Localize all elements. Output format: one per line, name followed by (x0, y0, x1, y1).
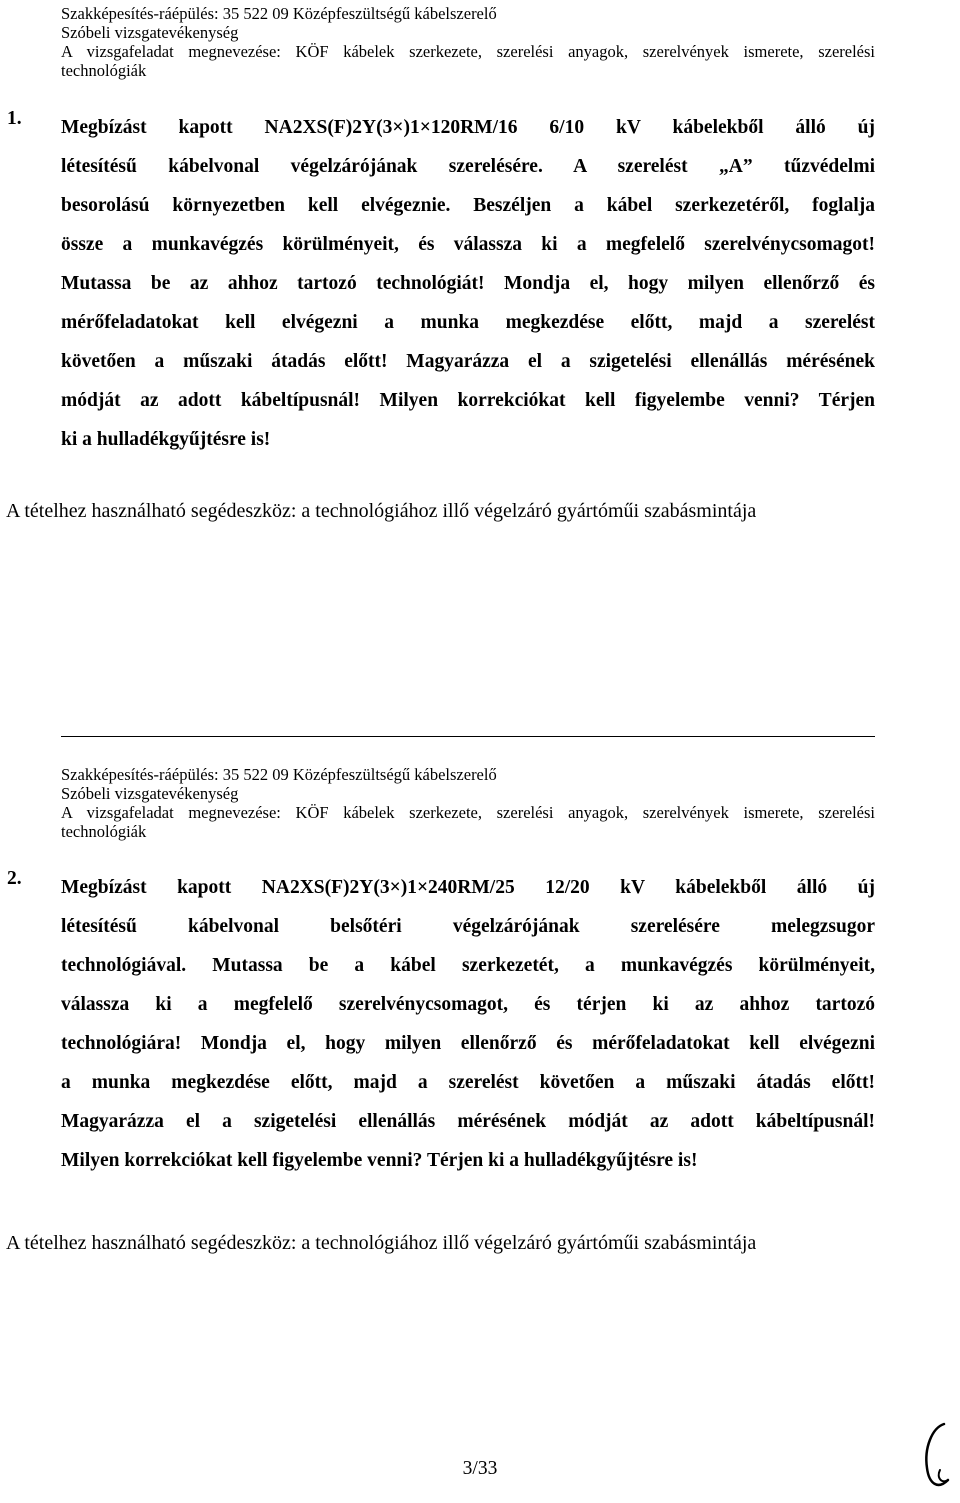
task-text-line: technológiára! Mondja el, hogy milyen ellenőrző és mérőfeladatokat kell elvégezni (61, 1033, 875, 1054)
header-exam-type: Szóbeli vizsgatevékenység (61, 784, 239, 803)
task-text-line: válassza ki a megfelelő szerelvénycsomagot, és térjen ki az ahhoz tartozó (61, 994, 875, 1015)
task-text-line: Mutassa be az ahhoz tartozó technológiát! Mondja el, hogy milyen ellenőrző és (61, 273, 875, 294)
header-task-name: A vizsgafeladat megnevezése: KÖF kábelek szerkezete, szerelési anyagok, szerelvények ismerete, szerelési (61, 803, 875, 822)
task-number: 2. (7, 868, 22, 889)
page-header-2 (61, 765, 875, 841)
header-task-name-cont: technológiák (61, 61, 147, 80)
task-text-line: össze a munkavégzés körülményeit, és válassza ki a megfelelő szerelvénycsomagot! (61, 234, 875, 255)
task-text-line: módját az adott kábeltípusnál! Milyen korrekciókat kell figyelembe venni? Térjen (61, 390, 875, 411)
task-text-line: követően a műszaki átadás előtt! Magyarázza el a szigetelési ellenállás mérésének (61, 351, 875, 372)
task-2 (7, 868, 875, 1180)
aid-note-1: A tételhez használható segédeszköz: a technológiához illő végelzáró gyártóműi szabásmintája (6, 500, 757, 522)
task-text-line: besorolású környezetben kell elvégeznie. Beszéljen a kábel szerkezetéről, foglalja (61, 195, 875, 216)
aid-note-2: A tételhez használható segédeszköz: a technológiához illő végelzáró gyártóműi szabásmintája (6, 1232, 757, 1254)
task-text-line: Megbízást kapott NA2XS(F)2Y(3×)1×240RM/25 12/20 kV kábelekből álló új (61, 877, 875, 898)
handwritten-mark (918, 1418, 954, 1496)
task-text-line: Megbízást kapott NA2XS(F)2Y(3×)1×120RM/16 6/10 kV kábelekből álló új (61, 117, 875, 138)
header-task-name: A vizsgafeladat megnevezése: KÖF kábelek szerkezete, szerelési anyagok, szerelvények ismerete, szerelési (61, 42, 875, 61)
header-task-name-cont: technológiák (61, 822, 147, 841)
header-exam-type: Szóbeli vizsgatevékenység (61, 23, 239, 42)
task-text-line: Milyen korrekciókat kell figyelembe venni? Térjen ki a hulladékgyűjtésre is! (61, 1150, 698, 1171)
task-text-line: Magyarázza el a szigetelési ellenállás mérésének módját az adott kábeltípusnál! (61, 1111, 875, 1132)
page-header-1 (61, 4, 875, 80)
page-number: 3/33 (462, 1458, 498, 1479)
task-text-line: a munka megkezdése előtt, majd a szerelést követően a műszaki átadás előtt! (61, 1072, 875, 1093)
task-text-line: mérőfeladatokat kell elvégezni a munka megkezdése előtt, majd a szerelést (61, 312, 875, 333)
task-text-line: technológiával. Mutassa be a kábel szerkezetét, a munkavégzés körülményeit, (61, 955, 875, 976)
task-1 (7, 108, 875, 459)
task-text-line: létesítésű kábelvonal végelzárójának szerelésére. A szerelést „A” tűzvédelmi (61, 156, 875, 177)
task-number: 1. (7, 108, 22, 129)
task-text-line: létesítésű kábelvonal belsőtéri végelzárójának szerelésére melegzsugor (61, 916, 875, 937)
header-qualification: Szakképesítés-ráépülés: 35 522 09 Középfeszültségű kábelszerelő (61, 765, 497, 784)
header-qualification: Szakképesítés-ráépülés: 35 522 09 Középfeszültségű kábelszerelő (61, 4, 497, 23)
page-divider (61, 736, 875, 737)
task-text-line: ki a hulladékgyűjtésre is! (61, 429, 271, 450)
